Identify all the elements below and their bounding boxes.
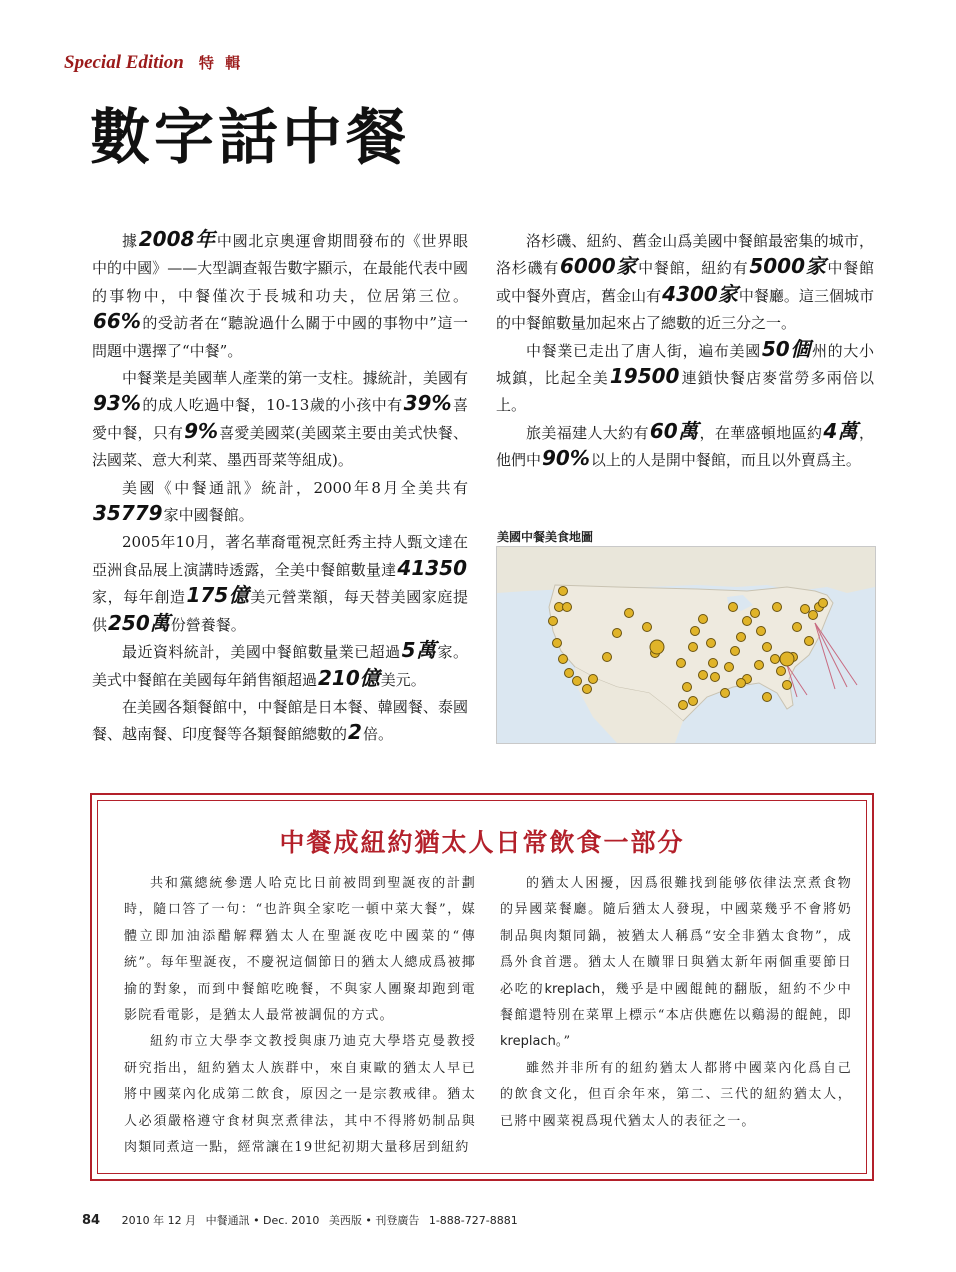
text-run: 喜愛美國菜(美國菜主要由美式快餐、法國菜、意大利菜、墨西哥菜等組成)。 (92, 423, 468, 470)
restaurant-marker (771, 655, 780, 664)
text-run: 雖然并非所有的紐約猶太人都將中國菜內化爲自己的飲食文化，但百余年來，第二、三代的紐約猶太人，已將中國菜視爲現代猶太人的表征之一。 (500, 1060, 852, 1129)
paragraph (92, 529, 468, 639)
text-run: 中餐業已走出了唐人街，遍布美國 (526, 341, 761, 360)
map-graphic (497, 547, 875, 743)
latin-word: kreplach (544, 981, 601, 997)
text-run: 中餐館，紐約有 (638, 259, 749, 278)
sidebar-story-inner (97, 800, 867, 1174)
restaurant-marker (809, 611, 818, 620)
highlight-number: 41350 (397, 555, 467, 580)
restaurant-marker (731, 647, 740, 656)
highlight-number: 19500 (609, 364, 680, 389)
restaurant-marker (777, 667, 786, 676)
text-run: 中餐廳。這三個城市的中餐館數量加起來占了總數的近三分之一。 (496, 286, 874, 333)
sidebar-left-column (124, 871, 476, 1161)
highlight-number: 2008年 (138, 227, 216, 251)
paragraph (92, 639, 468, 694)
text-run: 連鎖快餐店麥當勞多兩倍以上。 (496, 369, 874, 415)
restaurant-marker (737, 679, 746, 688)
restaurant-marker (650, 640, 664, 654)
highlight-number: 90% (542, 446, 590, 471)
article-title: 數字話中餐 (90, 103, 410, 173)
highlight-number: 175億 (186, 583, 250, 608)
text-run: 共和黨總統參選人哈克比日前被問到聖誕夜的計劃時，隨口答了一句：“也許與全家吃一頓中菜大餐”，媒體立即加油添醋解釋猶太人在聖誕夜吃中國菜的“傳統”。每年聖誕夜，不慶祝這個節日的猶太人總成爲被揶揄的對象，而到中餐館吃晚餐，不與家人團聚却跑到電影院看電影，是猶太人最常被調侃的方式。 (124, 876, 476, 1024)
text-run: 美元。 (380, 670, 426, 689)
text-run: 2005年10月，著名華裔電視烹飪秀主持人甄文達在亞洲食品展上演講時透露，全美中餐館數量達 (92, 533, 468, 579)
highlight-number: 5000家 (749, 254, 827, 279)
restaurant-marker (763, 643, 772, 652)
text-run: 的成人吃過中餐，10-13歲的小孩中有 (141, 396, 403, 415)
restaurant-marker (573, 677, 582, 686)
restaurant-marker (805, 637, 814, 646)
restaurant-marker (819, 599, 828, 608)
restaurant-marker (625, 609, 634, 618)
right-column (496, 228, 874, 475)
restaurant-marker (683, 683, 692, 692)
highlight-number: 5萬 (401, 638, 437, 663)
restaurant-marker (603, 653, 612, 662)
text-run: 份營養餐。 (170, 615, 246, 634)
text-run: 家中國餐館。 (163, 506, 254, 525)
restaurant-marker (755, 661, 764, 670)
page-number: 84 (82, 1213, 101, 1228)
latin-word: kreplach (500, 1034, 556, 1050)
restaurant-marker (729, 603, 738, 612)
restaurant-marker (565, 669, 574, 678)
highlight-number: 93% (93, 391, 141, 416)
text-run: 據 (122, 232, 138, 250)
restaurant-marker (780, 652, 794, 666)
paragraph (92, 475, 468, 530)
restaurant-marker (583, 685, 592, 694)
restaurant-marker (793, 623, 802, 632)
restaurant-marker (699, 671, 708, 680)
text-run: 最近資料統計，美國中餐館數量業已超過 (122, 643, 401, 662)
restaurant-marker (711, 673, 720, 682)
restaurant-marker (689, 697, 698, 706)
paragraph (92, 228, 468, 365)
restaurant-marker (699, 615, 708, 624)
text-run: 旅美福建人大約有 (526, 423, 649, 442)
text-run: 在美國各類餐館中，中餐館是日本餐、韓國餐、泰國餐、越南餐、印度餐等各類餐館總數的 (92, 697, 468, 744)
highlight-number: 2 (348, 720, 362, 745)
restaurant-marker (643, 623, 652, 632)
text-run: 家，每年創造 (92, 588, 186, 607)
sidebar-story-box (90, 793, 874, 1181)
restaurant-marker (763, 693, 772, 702)
text-run: 紐約市立大學李文教授與康乃迪克大學塔克曼教授研究指出，紐約猶太人族群中，來自東歐的猶太人早已將中國菜內化成第二飲食，原因之一是宗教戒律。猶太人必須嚴格遵守食材與烹煮律法，其中不得將奶制品與肉類同煮這一點，經常讓在19世紀初期大量移居到紐約 (124, 1034, 476, 1156)
text-run: 以上的人是開中餐館，而且以外賣爲主。 (590, 451, 861, 470)
brand-english: Special Edition (64, 52, 184, 73)
text-run: 喜愛中餐，只有 (92, 396, 468, 442)
sidebar-right-column (500, 871, 852, 1135)
paragraph (92, 694, 468, 749)
text-run: 中國北京奧運會期間發布的《世界眼中的中國》——大型調查報告數字顯示，在最能代表中國的事物中，中餐僅次于長城和功夫，位居第三位。 (92, 232, 468, 305)
restaurant-marker (691, 627, 700, 636)
text-run: ，幾乎是中國餛飩的翻版，紐約不少中餐館還特別在菜單上標示“本店供應佐以鷄湯的餛飩，即 (500, 981, 852, 1024)
restaurant-marker (707, 639, 716, 648)
restaurant-marker (677, 659, 686, 668)
restaurant-marker (783, 681, 792, 690)
restaurant-marker (553, 639, 562, 648)
paragraph (496, 420, 874, 475)
text-run: 洛杉磯、紐約、舊金山爲美國中餐館最密集的城市，洛杉磯有 (496, 232, 874, 278)
text-run: 中餐館或中餐外賣店，舊金山有 (496, 259, 874, 305)
paragraph (496, 338, 874, 420)
restaurant-marker (737, 633, 746, 642)
text-run: 中餐業是美國華人產業的第一支柱。據統計，美國有 (122, 369, 468, 388)
footer-magazine: 中餐通訊 • Dec. 2010 (205, 1214, 320, 1227)
restaurant-marker (757, 627, 766, 636)
text-run: ，他們中 (496, 423, 874, 470)
footer-date: 2010 年 12 月 (121, 1214, 197, 1227)
paragraph (92, 365, 468, 475)
text-run: ，在華盛頓地區約 (699, 423, 823, 442)
highlight-number: 4萬 (823, 418, 858, 443)
highlight-number: 9% (184, 418, 219, 443)
paragraph (496, 228, 874, 338)
restaurant-marker (751, 609, 760, 618)
highlight-number: 4300家 (662, 281, 738, 306)
paragraph (124, 871, 476, 1029)
highlight-number: 39% (403, 391, 452, 416)
restaurant-marker (559, 655, 568, 664)
text-run: 倍。 (362, 725, 393, 744)
text-run: 的猶太人困擾，因爲很難找到能够依律法烹煮食物的异國菜餐廳。隨后猶太人發現，中國菜幾乎不會將奶制品與肉類同鍋，被猶太人稱爲“安全非猶太食物”，成爲外食首選。猶太人在贖罪日與猶太新年兩個重要節日必吃的 (500, 876, 852, 997)
text-run: 家。美式中餐館在美國每年銷售額超過 (92, 643, 468, 689)
restaurant-marker (725, 663, 734, 672)
highlight-number: 6000家 (559, 254, 638, 279)
sidebar-story-title: 中餐成紐約猶太人日常飲食一部分 (279, 828, 685, 857)
left-column (92, 228, 468, 749)
restaurant-marker (709, 659, 718, 668)
highlight-number: 210億 (318, 665, 380, 690)
paragraph (500, 1056, 852, 1135)
map-caption: 美國中餐美食地圖 (497, 530, 594, 544)
restaurant-marker (743, 617, 752, 626)
text-run: 的受訪者在“聽說過什么關于中國的事物中”這一問題中選擇了“中餐”。 (92, 314, 468, 360)
restaurant-marker (549, 617, 558, 626)
section-brand (64, 52, 243, 74)
highlight-number: 250萬 (108, 610, 170, 635)
restaurant-marker (613, 629, 622, 638)
restaurant-marker (563, 603, 572, 612)
text-run: 州的大小城鎮，比起全美 (496, 341, 874, 388)
text-run: 美元營業額，每天替美國家庭提供 (92, 588, 468, 634)
brand-chinese: 特 輯 (198, 54, 244, 72)
restaurant-marker (589, 675, 598, 684)
text-run: 美國《中餐通訊》統計，2000年8月全美共有 (122, 478, 468, 497)
footer-phone: 1-888-727-8881 (428, 1214, 518, 1227)
restaurant-marker (801, 605, 810, 614)
paragraph (124, 1029, 476, 1161)
footer-edition: 美西版 • 刊登廣告 (328, 1214, 420, 1227)
highlight-number: 50個 (761, 336, 812, 361)
highlight-number: 60萬 (649, 418, 699, 443)
restaurant-marker (679, 701, 688, 710)
paragraph (500, 871, 852, 1056)
restaurant-marker (721, 689, 730, 698)
highlight-number: 35779 (93, 501, 163, 526)
restaurant-marker (689, 643, 698, 652)
highlight-number: 66% (93, 309, 141, 334)
text-run: 。” (555, 1034, 572, 1050)
usa-restaurant-map (496, 546, 876, 744)
page-footer (82, 1212, 518, 1228)
restaurant-marker (773, 603, 782, 612)
restaurant-marker (559, 587, 568, 596)
